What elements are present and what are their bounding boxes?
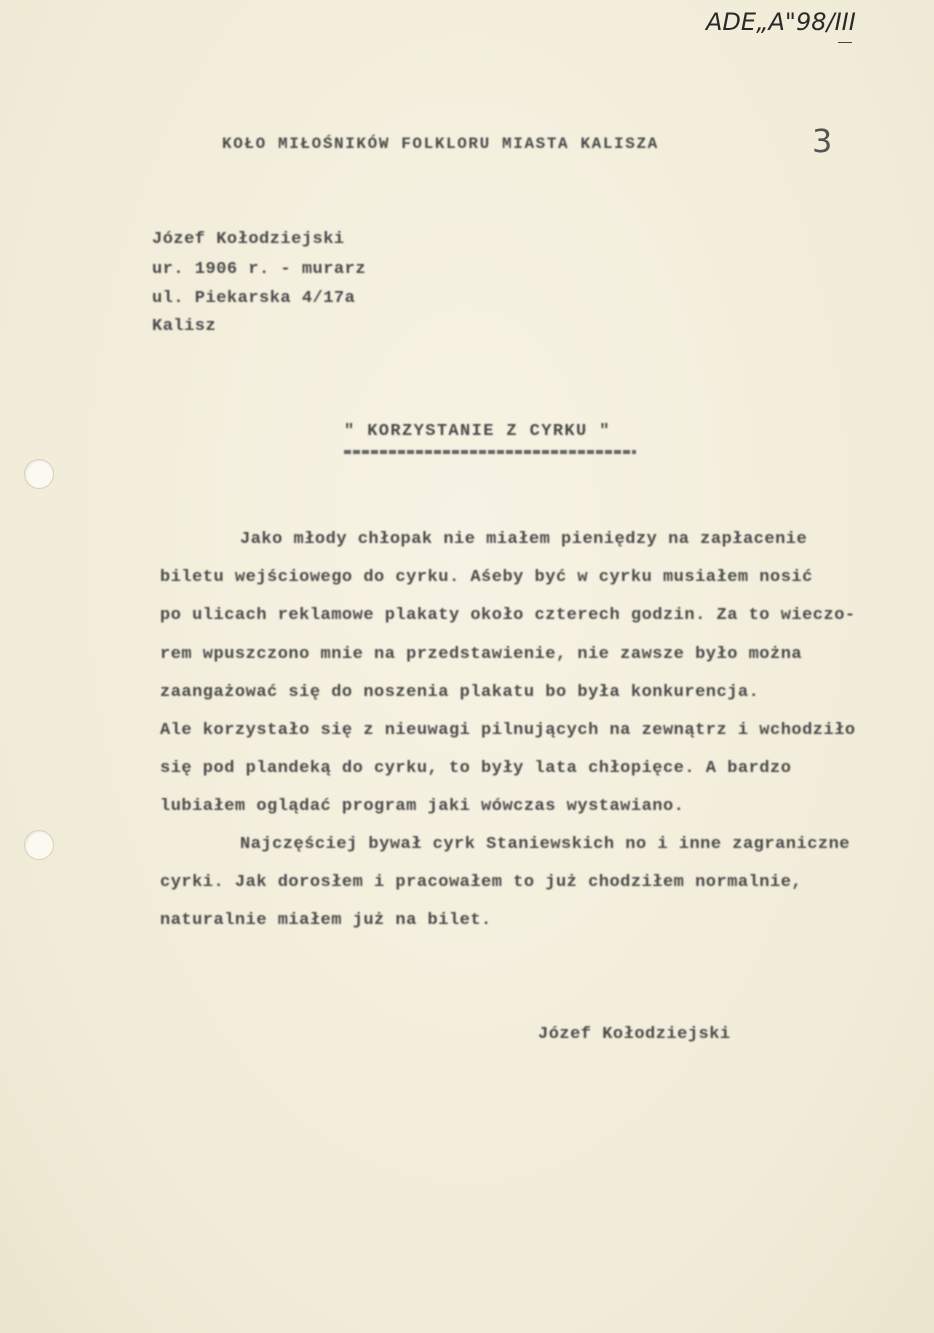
archive-mark-underline xyxy=(838,42,852,43)
body-line: zaangażować się do noszenia plakatu bo była konkurencja. xyxy=(160,683,760,702)
author-address: ul. Piekarska 4/17a xyxy=(152,289,356,308)
body-line: naturalnie miałem już na bilet. xyxy=(160,911,492,930)
author-name: Józef Kołodziejski xyxy=(152,230,345,249)
punch-hole-bottom xyxy=(24,830,54,860)
punch-hole-top xyxy=(24,459,54,489)
body-line: Najczęściej bywał cyrk Staniewskich no i inne zagraniczne xyxy=(240,835,850,854)
page-number: 3 xyxy=(812,122,833,160)
body-line: Ale korzystało się z nieuwagi pilnujących na zewnątrz i wchodziło xyxy=(160,721,856,740)
archive-mark: ADE„A"98/III xyxy=(706,8,856,36)
document-title: " KORZYSTANIE Z CYRKU " xyxy=(344,422,611,441)
body-line: rem wpuszczono mnie na przedstawienie, nie zawsze było można xyxy=(160,645,803,664)
body-line: po ulicach reklamowe plakaty około czterech godzin. Za to wieczo- xyxy=(160,606,856,625)
author-birth: ur. 1906 r. - murarz xyxy=(152,260,367,279)
title-underline xyxy=(344,450,636,454)
body-line: lubiałem oglądać program jaki wówczas wystawiano. xyxy=(160,797,685,816)
body-line: cyrki. Jak dorosłem i pracowałem to już chodziłem normalnie, xyxy=(160,873,803,892)
author-city: Kalisz xyxy=(152,317,217,336)
organization-header: KOŁO MIŁOŚNIKÓW FOLKLORU MIASTA KALISZA xyxy=(222,135,659,153)
body-line: Jako młody chłopak nie miałem pieniędzy na zapłacenie xyxy=(240,530,808,549)
body-line: biletu wejściowego do cyrku. Aśeby być w cyrku musiałem nosić xyxy=(160,568,813,587)
signature: Józef Kołodziejski xyxy=(538,1025,731,1044)
body-line: się pod plandeką do cyrku, to były lata chłopięce. A bardzo xyxy=(160,759,792,778)
